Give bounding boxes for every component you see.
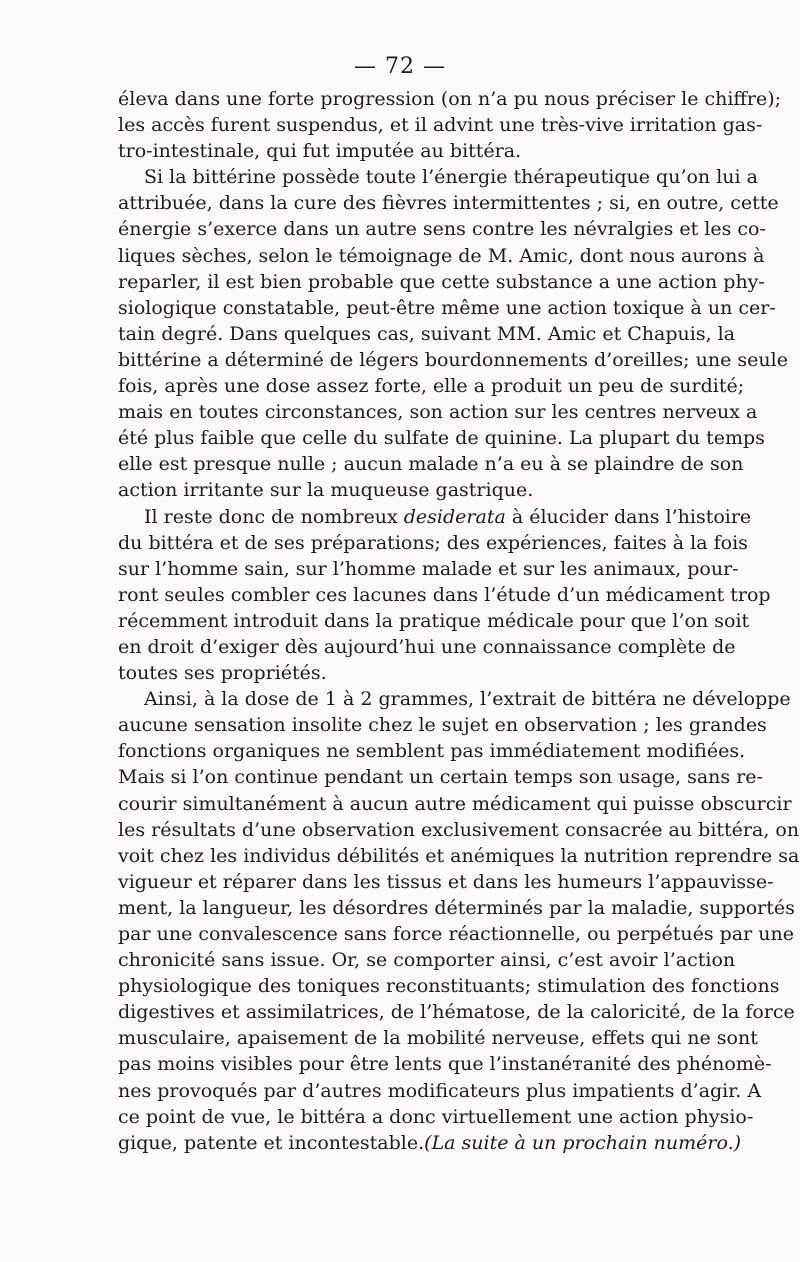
text-line: musculaire, apaisement de la mobilité nerveuse, effets qui ne sont: [118, 1027, 758, 1050]
text-line: les accès furent suspendus, et il advint une très-vive irritation gas-: [118, 114, 763, 137]
text-segment: Il reste donc de nombreux: [144, 505, 398, 528]
text-line: sur l’homme sain, sur l’homme malade et sur les animaux, pour-: [118, 557, 739, 580]
text-line: ce point de vue, le bittéra a donc virtuellement une action physio-: [118, 1105, 754, 1128]
text-segment: à élucider dans l’histoire: [511, 505, 752, 528]
paragraph-start-line: Ainsi, à la dose de 1 à 2 grammes, l’extrait de bittéra ne développe: [144, 688, 791, 711]
text-line: par une convalescence sans force réactionnelle, ou perpétués par une: [118, 923, 794, 945]
text-line: en droit d’exiger dès aujourd’hui une connaissance complète de: [118, 635, 736, 658]
text-line: nes provoqués par d’autres modificateurs plus impatients d’agir. A: [118, 1079, 762, 1102]
text-segment: gique, patente et incontestable.: [118, 1131, 425, 1154]
text-line: siologique constatable, peut-être même une action toxique à un cer-: [118, 296, 776, 319]
text-line: pas moins visibles pour être lents que l’instanéтanité des phénomè-: [118, 1053, 772, 1076]
text-line: reparler, il est bien probable que cette substance a une action phy-: [118, 270, 765, 293]
continuation-note: (La suite à un prochain numéro.): [424, 1131, 742, 1154]
text-line: chronicité sans issue. Or, se comporter ainsi, c’est avoir l’action: [118, 949, 736, 972]
text-line: physiologique des toniques reconstituants; stimulation des fonctions: [118, 975, 780, 998]
text-line: ront seules combler ces lacunes dans l’étude d’un médicament trop: [118, 583, 771, 606]
text-line: mais en toutes circonstances, son action sur les centres nerveux a: [118, 401, 758, 424]
text-line: digestives et assimilatrices, de l’hématose, de la caloricité, de la force: [118, 1001, 795, 1024]
text-line: fois, après une dose assez forte, elle a produit un peu de surdité;: [118, 375, 745, 398]
text-line: aucune sensation insolite chez le sujet en observation ; les grandes: [118, 714, 767, 737]
text-line: voit chez les individus débilités et anémiques la nutrition reprendre sa: [118, 844, 800, 867]
text-line: récemment introduit dans la pratique médicale pour que l’on soit: [118, 609, 750, 632]
text-line: du bittéra et de ses préparations; des expériences, faites à la fois: [118, 531, 748, 554]
text-line: liques sèches, selon le témoignage de M. Amic, dont nous aurons à: [118, 244, 765, 267]
text-line: énergie s’exerce dans un autre sens contre les névralgies et les co-: [118, 218, 766, 241]
text-line: courir simultanément à aucun autre médicament qui puisse obscurcir: [118, 792, 792, 815]
text-line: elle est presque nulle ; aucun malade n’a eu à se plaindre de son: [118, 453, 744, 476]
text-line: tain degré. Dans quelques cas, suivant MM. Amic et Chapuis, la: [118, 322, 736, 345]
paragraph-start-line: Si la bittérine possède toute l’énergie thérapeutique qu’on lui a: [144, 166, 758, 189]
text-line: les résultats d’une observation exclusivement consacrée au bittéra, on: [118, 818, 800, 841]
text-line: toutes ses propriétés.: [118, 662, 327, 685]
text-line: tro-intestinale, qui fut imputée au bittéra.: [118, 140, 522, 163]
italic-term: desiderata: [403, 505, 506, 528]
body-text: [118, 86, 800, 1156]
text-line: ment, la langueur, les désordres déterminés par la maladie, supportés: [118, 896, 795, 919]
text-line: fonctions organiques ne semblent pas immédiatement modifiées.: [118, 740, 746, 763]
text-line: été plus faible que celle du sulfate de quinine. La plupart du temps: [118, 427, 765, 450]
text-line: Mais si l’on continue pendant un certain temps son usage, sans re-: [118, 766, 763, 789]
page-number: — 72 —: [354, 54, 446, 79]
text-line: attribuée, dans la cure des fièvres intermittentes ; si, en outre, cette: [118, 192, 779, 215]
text-line: éleva dans une forte progression (on n’a pu nous préciser le chiffre);: [118, 88, 782, 110]
text-line: bittérine a déterminé de légers bourdonnements d’oreilles; une seule: [118, 348, 788, 371]
text-line: action irritante sur la muqueuse gastrique.: [118, 479, 534, 502]
paragraph-start-line: [118, 504, 752, 530]
final-line: [118, 1130, 742, 1156]
text-line: vigueur et réparer dans les tissus et dans les humeurs l’appauvisse-: [118, 870, 774, 893]
